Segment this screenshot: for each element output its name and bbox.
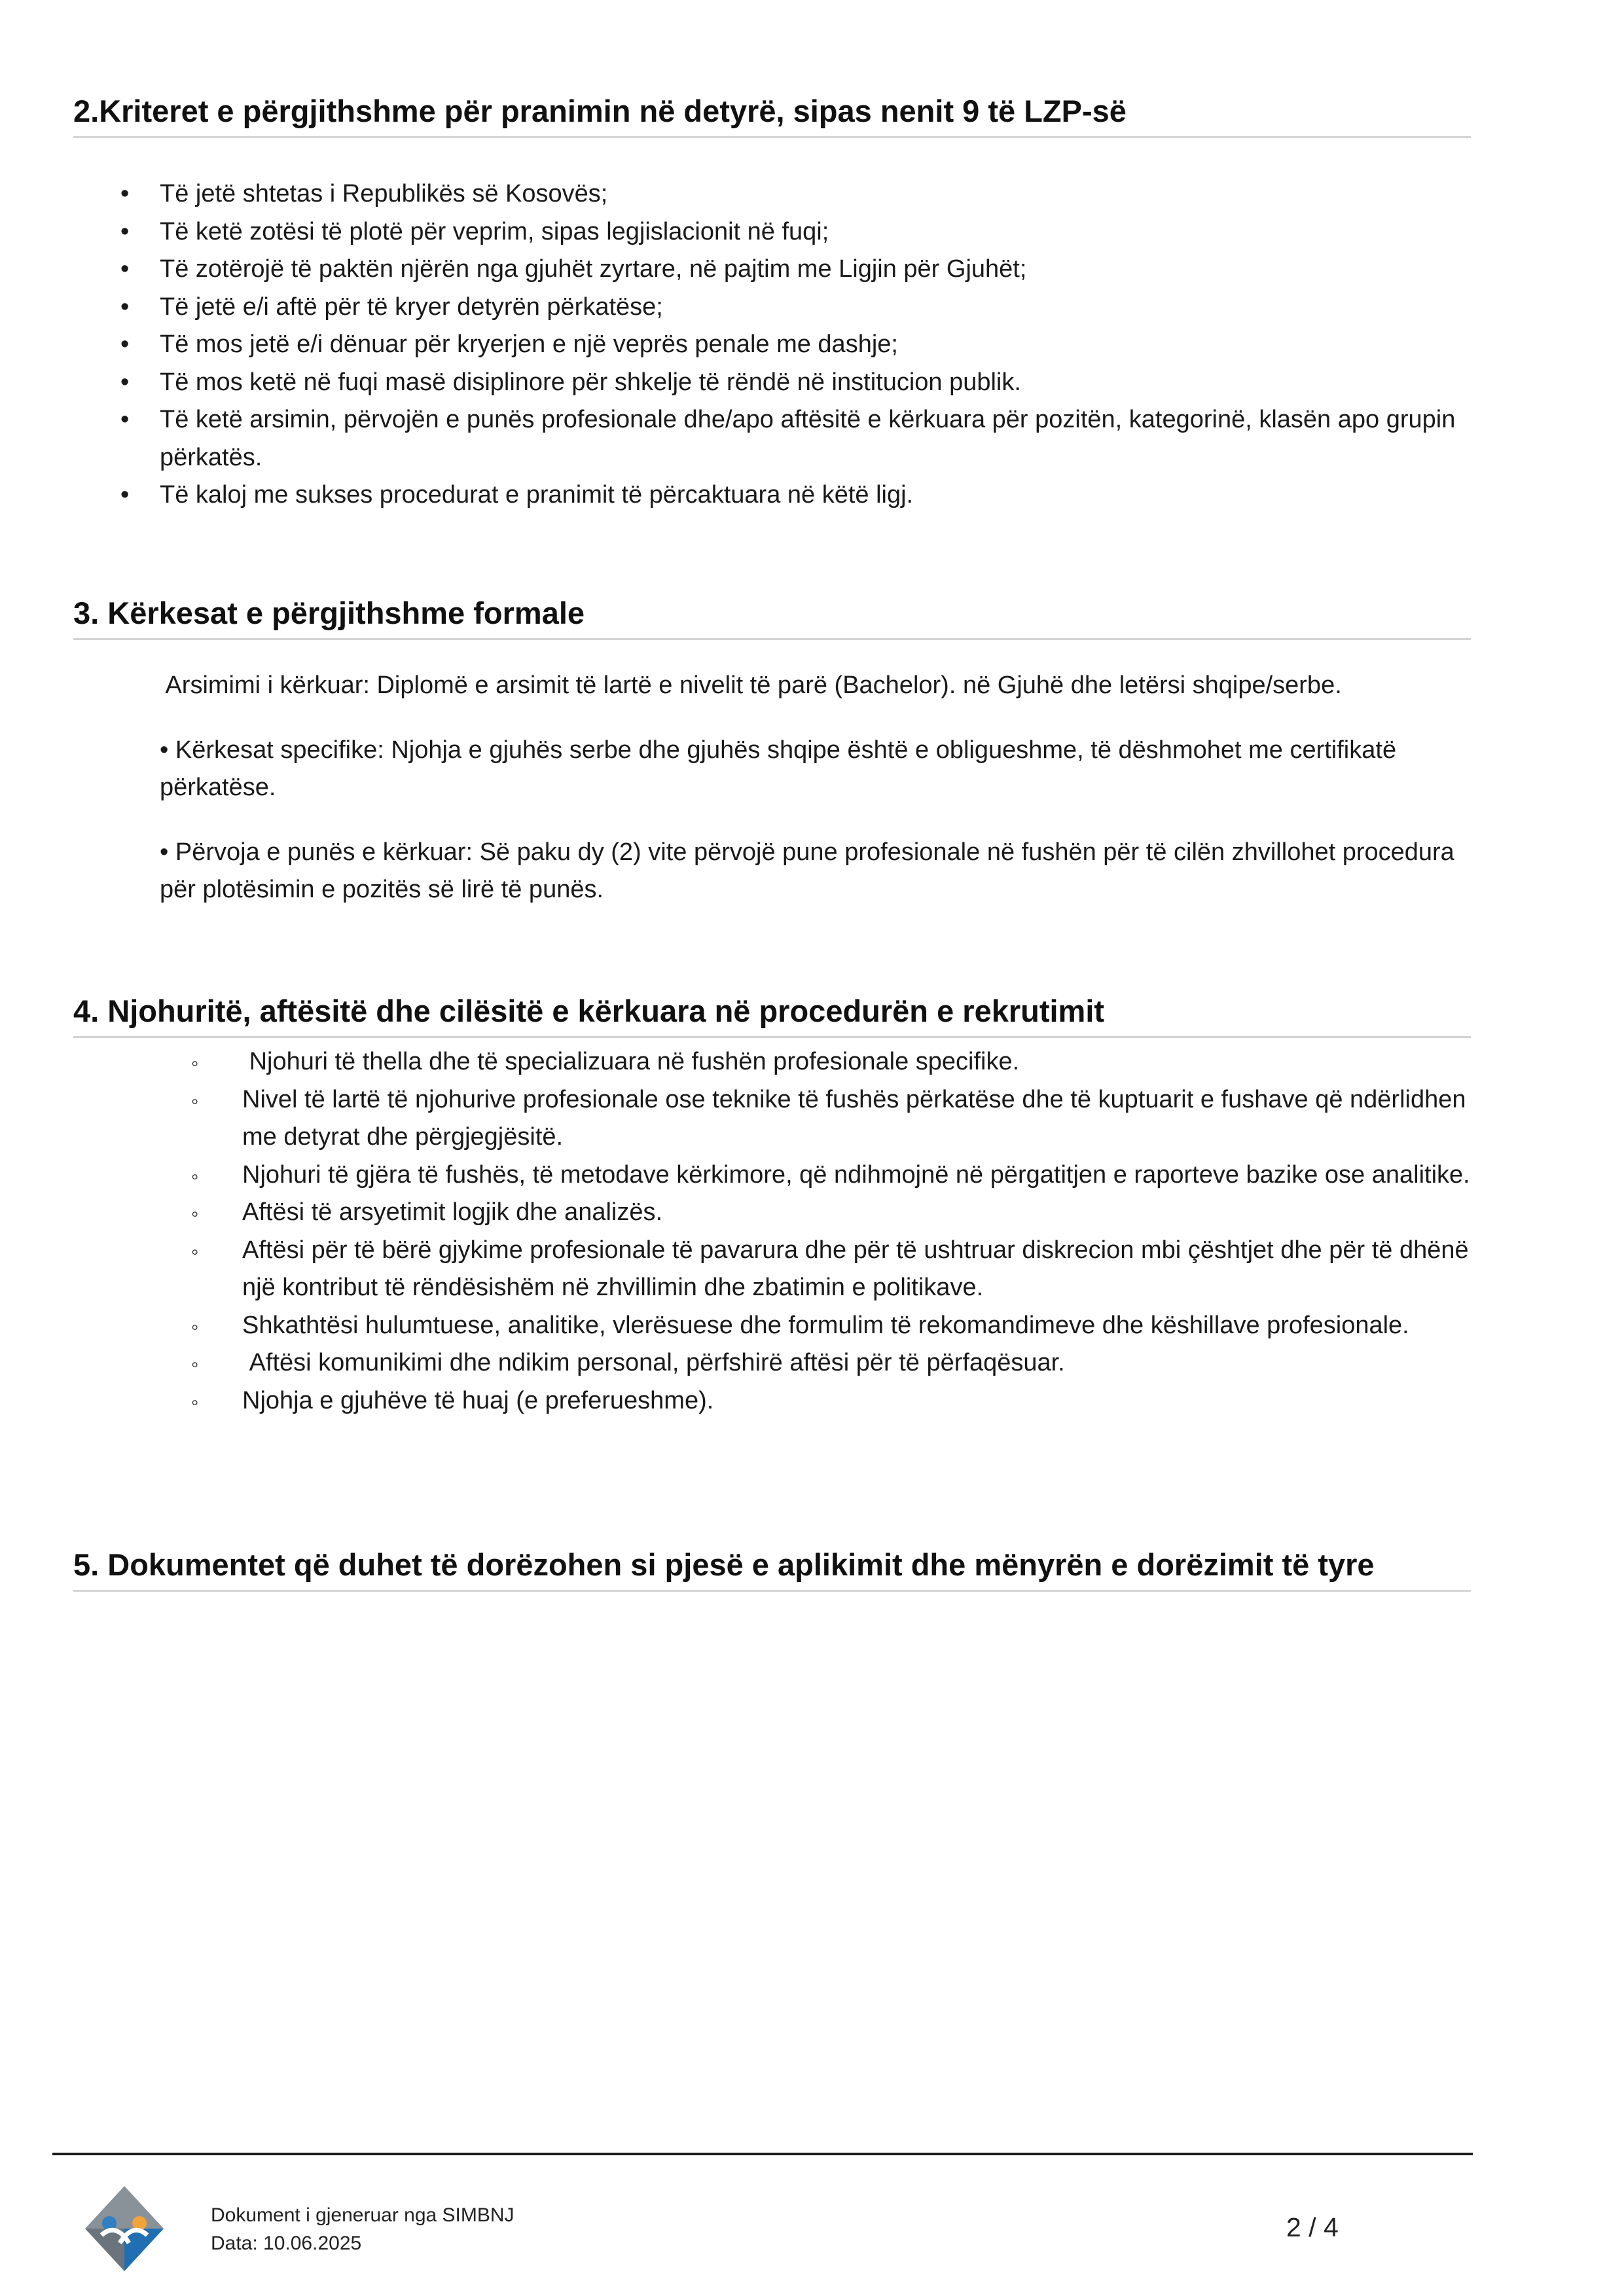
- section-4: [73, 989, 1471, 1420]
- bullet-marker: •: [120, 255, 130, 283]
- list-item: ◦ Njohja e gjuhëve të huaj (e preferueshme).: [242, 1382, 1471, 1420]
- section-4-heading: 4. Njohuritë, aftësitë dhe cilësitë e kërkuara në procedurën e rekrutimit: [73, 989, 1471, 1038]
- list-item: • Të mos jetë e/i dënuar për kryerjen e një veprës penale me dashje;: [160, 326, 1471, 364]
- circle-bullet-marker: ◦: [191, 1390, 199, 1414]
- list-item: • Të mos ketë në fuqi masë disiplinore për shkelje të rëndë në institucion publik.: [160, 364, 1471, 402]
- simbnj-logo-icon: [82, 2183, 167, 2274]
- list-item: • Të kaloj me sukses procedurat e pranimit të përcaktuara në këtë ligj.: [160, 476, 1471, 514]
- bullet-marker: •: [120, 180, 130, 207]
- section-3: [73, 591, 1471, 909]
- section-2-heading: 2.Kriteret e përgjithshme për pranimin në detyrë, sipas nenit 9 të LZP-së: [73, 89, 1471, 138]
- bullet-marker: •: [120, 217, 130, 245]
- specific-requirements: • Kërkesat specifike: Njohja e gjuhës serbe dhe gjuhës shqipe është e obligueshme, të dëshmohet me certifikatë përkatëse.: [160, 736, 1397, 801]
- education-requirement: Arsimimi i kërkuar: Diplomë e arsimit të lartë e nivelit të parë (Bachelor). në Gjuhë dhe letërsi shqipe/serbe.: [160, 672, 1342, 699]
- bullet-marker: •: [120, 293, 130, 321]
- list-item: • Të ketë zotësi të plotë për veprim, sipas legjislacionit në fuqi;: [160, 213, 1471, 251]
- page-number: 2 / 4: [1286, 2212, 1339, 2242]
- bullet-marker: •: [120, 368, 130, 396]
- circle-bullet-marker: ◦: [191, 1088, 199, 1113]
- circle-bullet-marker: ◦: [191, 1239, 199, 1263]
- section-4-list: [73, 1043, 1471, 1420]
- list-item: ◦ Njohuri të gjëra të fushës, të metodave kërkimore, që ndihmojnë në përgatitjen e raporteve bazike ose analitike.: [242, 1157, 1471, 1194]
- section-2-list: [73, 175, 1471, 514]
- section-5-heading: 5. Dokumentet që duhet të dorëzohen si pjesë e aplikimit dhe mënyrën e dorëzimit të tyre: [73, 1543, 1471, 1592]
- list-item: ◦ Aftësi komunikimi dhe ndikim personal, përfshirë aftësi për të përfaqësuar.: [242, 1344, 1471, 1382]
- circle-bullet-marker: ◦: [191, 1352, 199, 1376]
- list-item: • Të jetë shtetas i Republikës së Kosovës;: [160, 175, 1471, 213]
- circle-bullet-marker: ◦: [191, 1314, 199, 1338]
- list-item: ◦ Shkathtësi hulumtuese, analitike, vlerësuese dhe formulim të rekomandimeve dhe këshillave profesionale.: [242, 1307, 1471, 1345]
- experience-requirement: • Përvoja e punës e kërkuar: Së paku dy (2) vite përvojë pune profesionale në fushën për të cilën zhvillohet procedura për plotësimin e pozitës së lirë të punës.: [160, 838, 1454, 903]
- list-item: • Të jetë e/i aftë për të kryer detyrën përkatëse;: [160, 289, 1471, 327]
- bullet-marker: •: [120, 406, 130, 433]
- bullet-marker: •: [120, 481, 130, 509]
- footer-date: Data: 10.06.2025: [211, 2233, 362, 2254]
- circle-bullet-marker: ◦: [191, 1202, 199, 1225]
- section-5: [73, 1543, 1471, 1592]
- list-item: ◦ Nivel të lartë të njohurive profesionale ose teknike të fushës përkatëse dhe të kuptuarit e fushave që ndërlidhen me detyrat dhe përgjegjësitë.: [242, 1081, 1471, 1157]
- footer-info: [211, 2201, 514, 2257]
- circle-bullet-marker: ◦: [191, 1051, 199, 1075]
- list-item: • Të ketë arsimin, përvojën e punës profesionale dhe/apo aftësitë e kërkuara për pozitën, kategorinë, klasën apo grupin përkatës.: [160, 401, 1471, 476]
- footer-generated-by: Dokument i gjeneruar nga SIMBNJ: [211, 2204, 514, 2226]
- section-2: [73, 89, 1471, 514]
- list-item: ◦ Aftësi për të bërë gjykime profesionale të pavarura dhe për të ushtruar diskrecion mbi çështjet dhe për të dhënë një kontribut të rëndësishëm në zhvillimin dhe zbatimin e politikave.: [242, 1232, 1471, 1307]
- list-item: ◦ Njohuri të thella dhe të specializuara në fushën profesionale specifike.: [242, 1043, 1471, 1081]
- list-item: • Të zotërojë të paktën njërën nga gjuhët zyrtare, në pajtim me Ligjin për Gjuhët;: [160, 251, 1471, 289]
- section-3-heading: 3. Kërkesat e përgjithshme formale: [73, 591, 1471, 640]
- bullet-marker: •: [120, 331, 130, 358]
- footer-divider: [52, 2153, 1473, 2155]
- circle-bullet-marker: ◦: [191, 1164, 199, 1188]
- list-item: ◦ Aftësi të arsyetimit logjik dhe analizës.: [242, 1194, 1471, 1232]
